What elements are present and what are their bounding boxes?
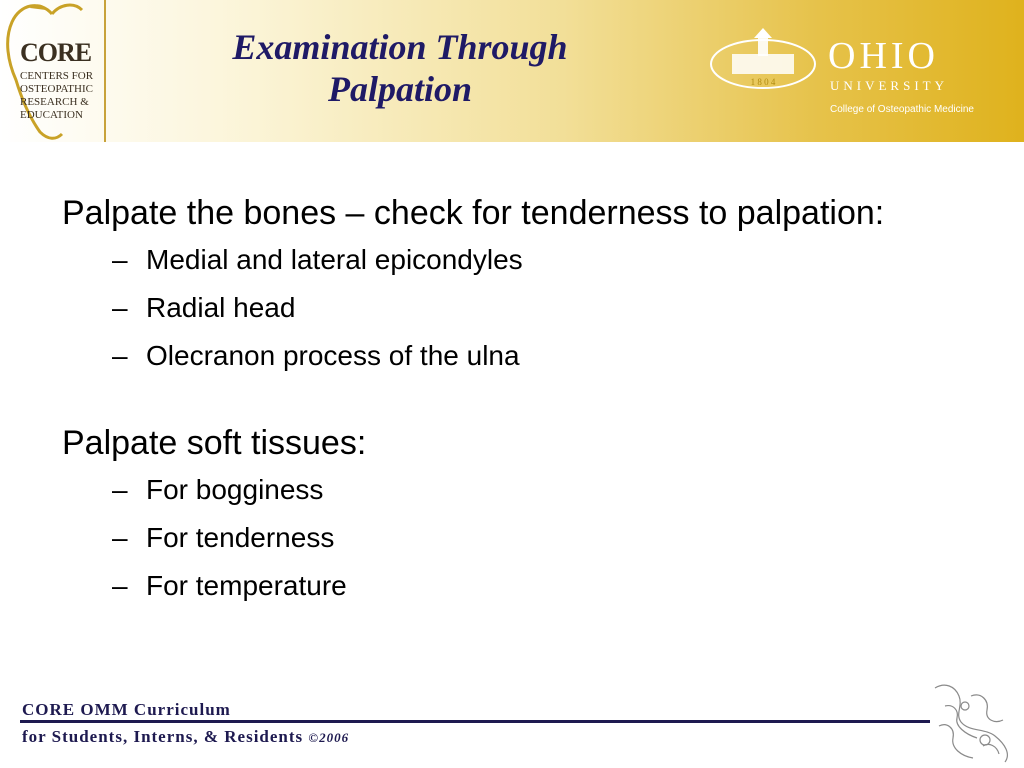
title-line-2: Palpation bbox=[327, 69, 473, 109]
footer-audience bbox=[22, 727, 349, 747]
section-heading: Palpate soft tissues: bbox=[62, 424, 367, 462]
core-logo-name: CORE bbox=[20, 38, 92, 67]
core-logo-subtitle bbox=[20, 70, 100, 122]
list-item bbox=[112, 332, 962, 380]
dash-marker: – bbox=[112, 570, 128, 601]
title-line-1: Examination Through bbox=[232, 27, 568, 67]
list-item-text: Medial and lateral epicondyles bbox=[146, 244, 523, 275]
dash-marker: – bbox=[112, 244, 128, 275]
ohio-logo-subtitle: UNIVERSITY bbox=[830, 78, 948, 93]
section-heading: Palpate the bones – check for tenderness to palpation: bbox=[62, 194, 885, 232]
list-item bbox=[112, 236, 962, 284]
ohio-college-name: College of Osteopathic Medicine bbox=[830, 104, 974, 115]
list-item bbox=[112, 466, 962, 514]
footer-rule bbox=[20, 720, 930, 723]
dash-marker: – bbox=[112, 474, 128, 505]
ohio-emblem-year: 1 8 0 4 bbox=[750, 77, 776, 87]
list-item bbox=[112, 562, 962, 610]
list-item-text: Radial head bbox=[146, 292, 296, 323]
footer-audience-text: for Students, Interns, & Residents bbox=[22, 727, 304, 746]
list-item-text: For tenderness bbox=[146, 522, 335, 553]
list-item-text: For temperature bbox=[146, 570, 347, 601]
dash-marker: – bbox=[112, 340, 128, 371]
slide-title bbox=[150, 26, 650, 110]
section-spacer bbox=[62, 380, 962, 420]
core-subtitle-line: EDUCATION bbox=[20, 109, 83, 121]
core-subtitle-line: CENTERS FOR bbox=[20, 70, 94, 82]
list-item-text: Olecranon process of the ulna bbox=[146, 340, 520, 371]
core-subtitle-line: OSTEOPATHIC bbox=[20, 83, 93, 95]
ohio-university-emblem bbox=[708, 28, 818, 90]
anatomy-sketch-icon bbox=[925, 676, 1021, 766]
footer-curriculum: CORE OMM Curriculum bbox=[22, 700, 231, 719]
footer-copyright: ©2006 bbox=[308, 730, 350, 745]
slide-body bbox=[62, 190, 962, 610]
dash-marker: – bbox=[112, 522, 128, 553]
core-logo bbox=[0, 0, 104, 142]
list-item bbox=[112, 514, 962, 562]
core-subtitle-line: RESEARCH & bbox=[20, 96, 89, 108]
slide-header bbox=[0, 0, 1024, 142]
list-item-text: For bogginess bbox=[146, 474, 324, 505]
list-item bbox=[112, 284, 962, 332]
header-divider bbox=[104, 0, 106, 142]
dash-marker: – bbox=[112, 292, 128, 323]
ohio-logo-name: OHIO bbox=[828, 35, 939, 77]
